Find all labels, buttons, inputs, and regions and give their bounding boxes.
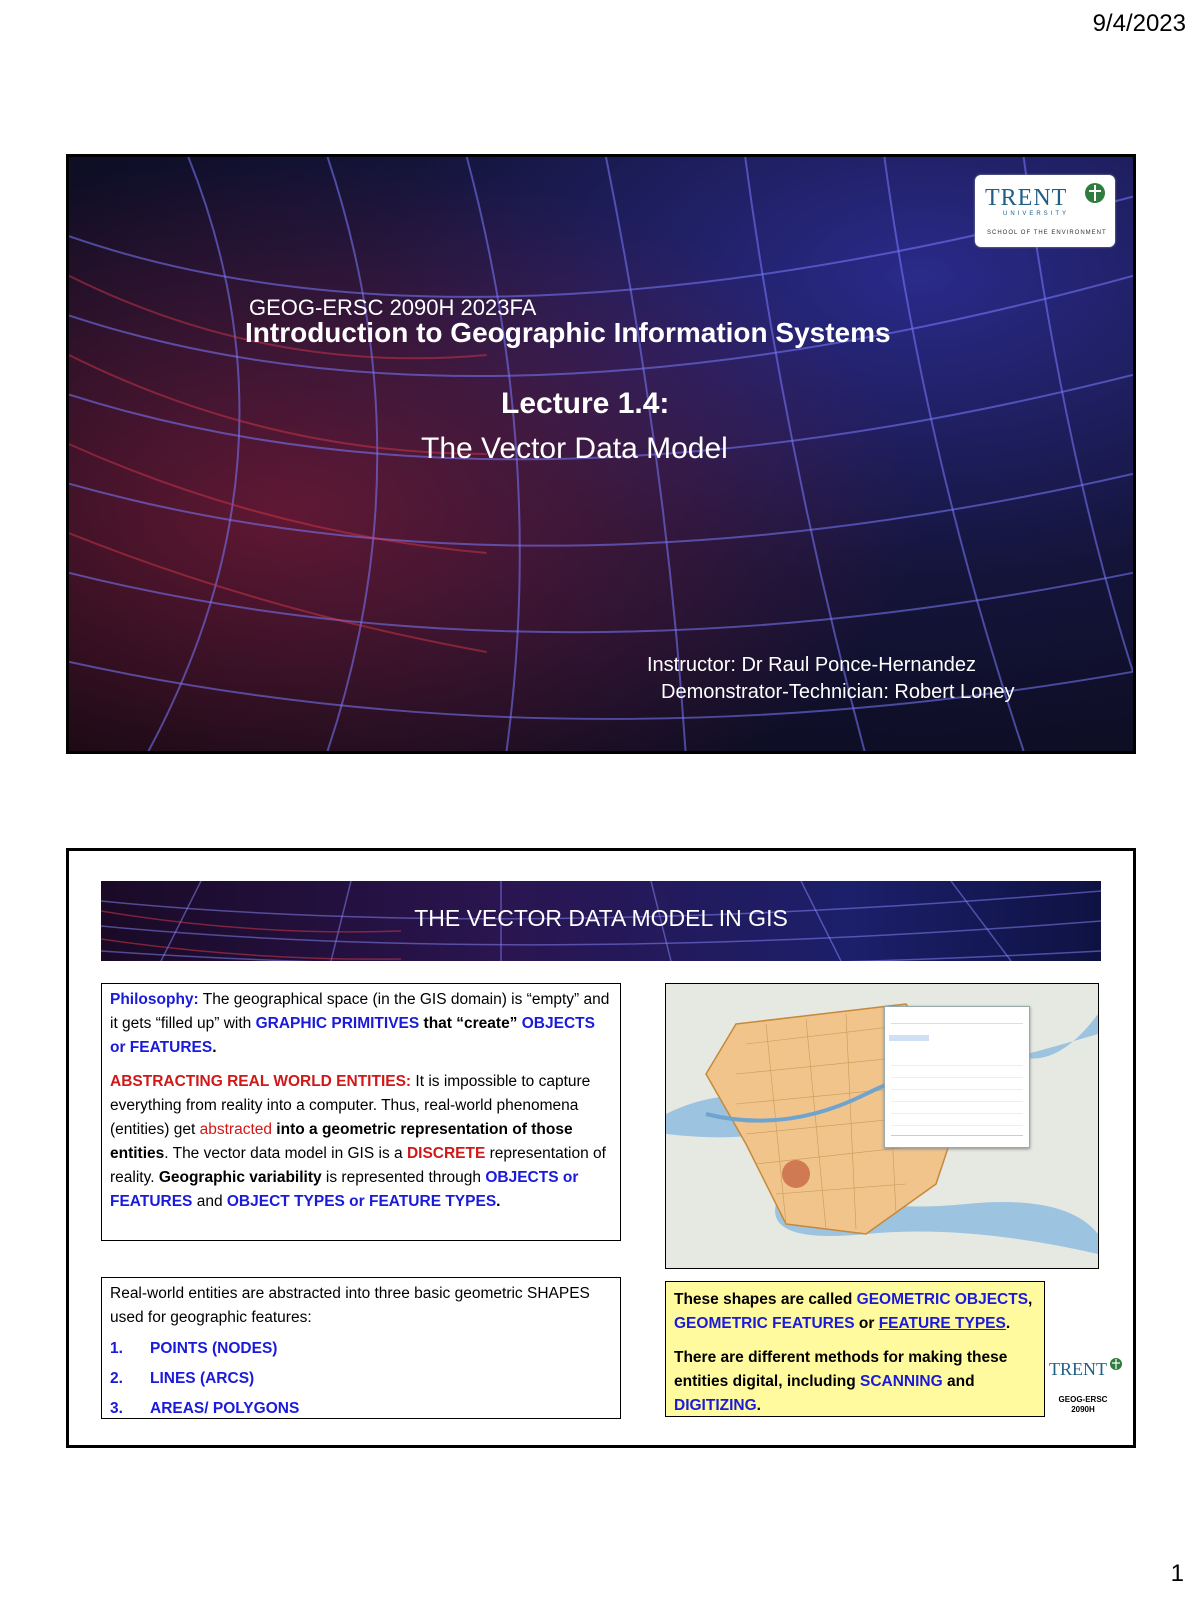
list-number: 3. — [110, 1400, 123, 1417]
page-date: 9/4/2023 — [1092, 10, 1186, 37]
title-slide — [66, 154, 1136, 754]
feature-types-note — [665, 1281, 1045, 1417]
attribute-popup — [884, 1006, 1030, 1148]
corner-logo-text: TRENT — [1049, 1359, 1107, 1379]
text-span: Geographic variability — [158, 1169, 322, 1186]
highlight-term: DIGITIZING — [674, 1397, 757, 1414]
gis-map-screenshot — [665, 983, 1099, 1269]
demonstrator: Demonstrator-Technician: Robert Loney — [661, 681, 1015, 703]
highlight-term: SCANNING — [860, 1373, 943, 1390]
logo-text: TRENT — [985, 185, 1068, 211]
note-paragraph-1 — [674, 1288, 1036, 1336]
code-line: 2090H — [1071, 1405, 1095, 1414]
text-span: It is impossible to capture everything from reality into a computer. Thus, real-world phenomena (entities) get — [110, 1073, 591, 1138]
course-code: GEOG-ERSC 2090H 2023FA — [249, 295, 537, 320]
text-span: The geographical space (in the GIS domain) is “empty” and it gets “filled up” with — [110, 991, 610, 1032]
list-label: POINTS (NODES) — [150, 1340, 278, 1357]
text-span: representation of reality. — [110, 1145, 606, 1186]
highlight-term: GEOMETRIC FEATURES — [674, 1315, 855, 1332]
slide-title: THE VECTOR DATA MODEL IN GIS — [414, 905, 788, 931]
code-line: GEOG-ERSC — [1058, 1395, 1108, 1404]
text-span: , — [1028, 1291, 1033, 1308]
list-item — [110, 1334, 612, 1364]
list-label: AREAS/ POLYGONS — [150, 1400, 300, 1417]
text-span: There are different methods for making these entities digital, including — [674, 1349, 1008, 1390]
text-span: or — [854, 1315, 879, 1332]
map-image — [666, 984, 1098, 1268]
list-number: 1. — [110, 1340, 123, 1357]
highlight-term: OBJECT TYPES or FEATURE TYPES — [226, 1193, 497, 1210]
list-number: 2. — [110, 1370, 123, 1387]
list-item — [110, 1364, 612, 1394]
highlight-term: OBJECTS or FEATURES — [110, 1169, 579, 1210]
highlight-term: GEOMETRIC OBJECTS — [856, 1291, 1029, 1308]
philosophy-paragraph — [110, 988, 612, 1060]
text-span: . The vector data model in GIS is a — [164, 1145, 407, 1162]
highlight-term: GRAPHIC PRIMITIVES — [255, 1015, 420, 1032]
trent-emblem-icon — [1083, 181, 1107, 205]
logo-school: SCHOOL OF THE ENVIRONMENT — [987, 230, 1107, 236]
shapes-list — [110, 1334, 612, 1424]
corner-logo — [1049, 1351, 1129, 1423]
highlight-term: OBJECTS or FEATURES — [110, 1015, 595, 1056]
text-span: . — [496, 1193, 501, 1210]
lecture-title: The Vector Data Model — [421, 432, 728, 465]
course-title: Introduction to Geographic Information Systems — [245, 317, 891, 348]
abstracting-label: ABSTRACTING REAL WORLD ENTITIES: — [110, 1073, 412, 1090]
slide-banner — [101, 881, 1101, 961]
course-code-tag — [1053, 1395, 1113, 1415]
text-span: and — [942, 1373, 975, 1390]
shapes-intro: Real-world entities are abstracted into three basic geometric SHAPES used for geographic features: — [110, 1285, 590, 1326]
text-span: . — [756, 1397, 761, 1414]
highlight-term: abstracted — [199, 1121, 272, 1138]
note-paragraph-2 — [674, 1346, 1036, 1418]
page-number: 1 — [1170, 1560, 1184, 1587]
list-label: LINES (ARCS) — [150, 1370, 255, 1387]
list-item — [110, 1394, 612, 1424]
text-span: . — [1005, 1315, 1011, 1332]
philosophy-label: Philosophy: — [110, 991, 199, 1008]
trent-logo — [975, 175, 1115, 247]
lecture-number: Lecture 1.4: — [501, 387, 670, 420]
content-slide — [66, 848, 1136, 1448]
text-span: that “create” — [419, 1015, 522, 1032]
logo-subtitle: UNIVERSITY — [1003, 211, 1070, 217]
highlight-term: DISCRETE — [406, 1145, 486, 1162]
text-span: into a geometric representation of those entities — [110, 1121, 573, 1162]
trent-emblem-icon — [1109, 1357, 1123, 1371]
instructor: Instructor: Dr Raul Ponce-Hernandez — [647, 654, 977, 676]
text-span: These shapes are called — [674, 1291, 857, 1308]
text-span: is represented through — [321, 1169, 486, 1186]
highlight-term: FEATURE TYPES — [878, 1315, 1006, 1332]
shapes-box — [101, 1277, 621, 1419]
text-span: . — [212, 1039, 217, 1056]
text-span: and — [192, 1193, 227, 1210]
philosophy-box — [101, 983, 621, 1241]
popup-selection — [889, 1035, 929, 1041]
abstracting-paragraph — [110, 1070, 612, 1214]
